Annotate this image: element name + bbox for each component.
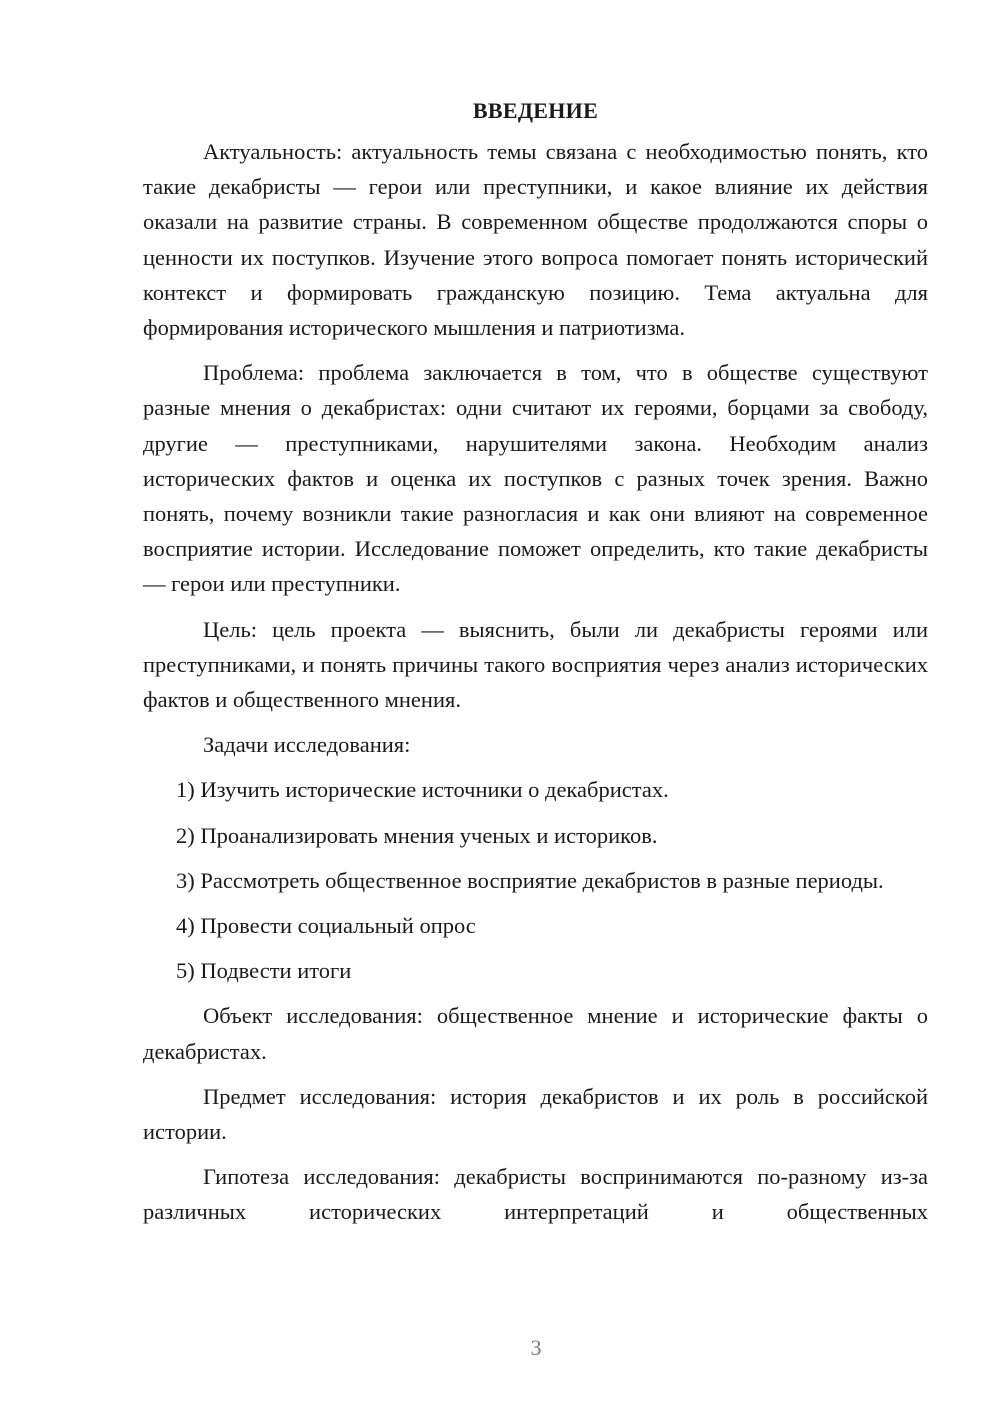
paragraph-object: Объект исследования: общественное мнение и исторические факты о декабристах. bbox=[143, 1003, 928, 1064]
paragraph-hypothesis: Гипотеза исследования: декабристы воспринимаются по-разному из-за различных исторических интерпретаций и общественных bbox=[143, 1164, 928, 1225]
tasks-heading: Задачи исследования: bbox=[203, 732, 411, 758]
task-item-2: 2) Проанализировать мнения ученых и историков. bbox=[176, 822, 658, 848]
paragraph-subject: Предмет исследования: история декабристов и их роль в российской истории. bbox=[143, 1083, 928, 1145]
page-content bbox=[143, 93, 928, 1240]
page-number: 3 bbox=[530, 1335, 542, 1360]
paragraph-relevance: Актуальность: актуальность темы связана с необходимостью понять, кто такие декабристы — герои или преступники, и какое влияние их действия оказали на развитие страны. В современном обществе продолжаются споры о ценности их поступков. Изучение этого вопроса помогает понять исторический контекст и формировать гражданскую позицию. Тема актуальна для формирования исторического мышления и патриотизма. bbox=[143, 139, 928, 341]
page-title: ВВЕДЕНИЕ bbox=[472, 98, 599, 123]
paragraph-goal: Цель: цель проекта — выяснить, были ли декабристы героями или преступниками, и понять причины такого восприятия через анализ исторических фактов и общественного мнения. bbox=[143, 616, 928, 713]
task-item-3: 3) Рассмотреть общественное восприятие декабристов в разные периоды. bbox=[176, 867, 884, 893]
task-item-5: 5) Подвести итоги bbox=[176, 958, 352, 984]
paragraph-problem: Проблема: проблема заключается в том, что в обществе существуют разные мнения о декабристах: одни считают их героями, борцами за свободу, другие — преступниками, нарушителями закона. Необходим анализ исторических фактов и оценка их поступков с разных точек зрения. Важно понять, почему возникли такие разногласия и как они влияют на современное восприятие истории. Исследование поможет определить, кто такие декабристы — герои или преступники. bbox=[143, 360, 928, 597]
task-item-4: 4) Провести социальный опрос bbox=[176, 913, 476, 939]
task-item-1: 1) Изучить исторические источники о декабристах. bbox=[176, 777, 669, 803]
